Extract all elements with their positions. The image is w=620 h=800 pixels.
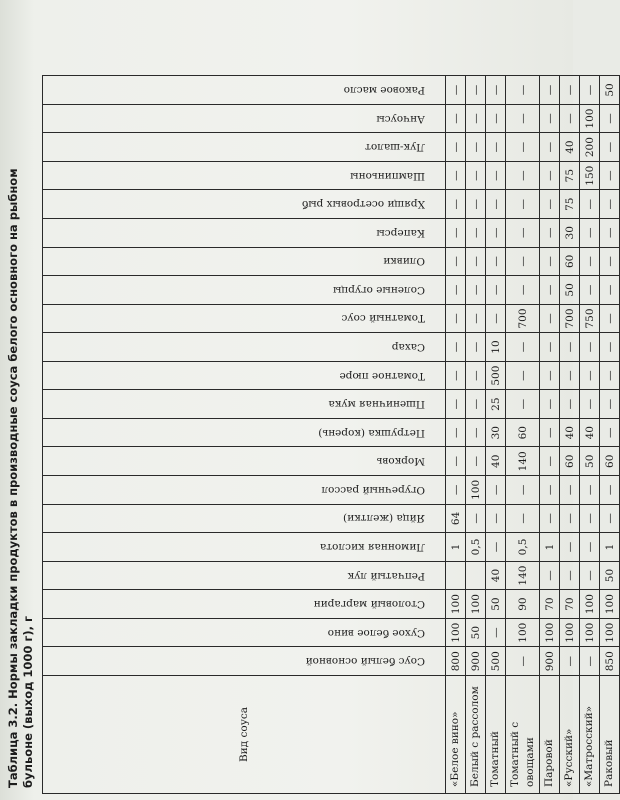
quantity-cell [446, 561, 466, 590]
sauce-name-cell: Раковый [600, 676, 620, 794]
quantity-cell: — [600, 133, 620, 162]
quantity-cell: 50 [600, 76, 620, 105]
column-header-label: Хрящи осетровых рыб [301, 198, 425, 211]
quantity-cell: — [486, 276, 506, 305]
quantity-cell: 100 [446, 590, 466, 619]
quantity-cell [466, 561, 486, 590]
column-header-label: Томатное пюре [339, 369, 425, 382]
quantity-cell: — [540, 104, 560, 133]
quantity-cell: — [466, 104, 486, 133]
quantity-cell: 50 [486, 590, 506, 619]
column-header-label: Столовый маргарин [313, 598, 425, 611]
quantity-cell: — [600, 161, 620, 190]
quantity-cell: — [540, 190, 560, 219]
quantity-cell: — [466, 247, 486, 276]
sauce-name-cell: «Белое вино» [446, 676, 466, 794]
quantity-cell: 60 [506, 418, 540, 447]
quantity-cell: — [446, 418, 466, 447]
quantity-cell: — [540, 333, 560, 362]
quantity-cell: — [600, 333, 620, 362]
quantity-cell: 1 [540, 533, 560, 562]
quantity-cell: 50 [560, 276, 580, 305]
quantity-cell: 60 [560, 447, 580, 476]
quantity-cell: — [600, 276, 620, 305]
quantity-cell: — [600, 361, 620, 390]
quantity-cell: — [466, 504, 486, 533]
quantity-cell: — [506, 190, 540, 219]
quantity-cell: 40 [486, 561, 506, 590]
column-header-label: Оливки [383, 255, 425, 268]
quantity-cell: 40 [560, 133, 580, 162]
quantity-cell: — [540, 247, 560, 276]
quantity-cell: 100 [446, 618, 466, 647]
column-header [43, 561, 446, 590]
quantity-cell: 100 [466, 476, 486, 505]
quantity-cell: — [560, 647, 580, 676]
quantity-cell: — [446, 447, 466, 476]
column-header-label: Сухое белое вино [327, 626, 425, 639]
table-row [466, 76, 486, 794]
column-header-label: Раковое масло [343, 83, 425, 96]
quantity-cell: 10 [486, 333, 506, 362]
column-header-label: Каперсы [376, 226, 425, 239]
quantity-cell: 150 [580, 161, 600, 190]
quantity-cell: — [560, 476, 580, 505]
quantity-cell: — [466, 361, 486, 390]
quantity-cell: — [506, 361, 540, 390]
quantity-cell: — [506, 276, 540, 305]
quantity-cell: — [506, 476, 540, 505]
quantity-cell: 700 [560, 304, 580, 333]
table-row [560, 76, 580, 794]
quantity-cell: 100 [560, 618, 580, 647]
quantity-cell: 1 [446, 533, 466, 562]
quantity-cell: — [486, 304, 506, 333]
quantity-cell: — [506, 219, 540, 248]
quantity-cell: 50 [580, 447, 600, 476]
quantity-cell: — [506, 504, 540, 533]
quantity-cell: 50 [466, 618, 486, 647]
table-row [580, 76, 600, 794]
column-header [43, 476, 446, 505]
column-header [43, 190, 446, 219]
quantity-cell: — [486, 76, 506, 105]
quantity-cell: — [600, 304, 620, 333]
quantity-cell: — [600, 219, 620, 248]
quantity-cell: — [580, 361, 600, 390]
column-header [43, 418, 446, 447]
sauce-name-cell: Томатный [486, 676, 506, 794]
quantity-cell: 40 [486, 447, 506, 476]
column-header [43, 304, 446, 333]
quantity-cell: — [560, 104, 580, 133]
column-header-label: Лук-шалот [365, 141, 425, 154]
quantity-cell: — [466, 133, 486, 162]
quantity-cell: — [466, 276, 486, 305]
quantity-cell: — [560, 390, 580, 419]
column-header-label: Соленые огурцы [333, 283, 425, 296]
quantity-cell: — [466, 219, 486, 248]
quantity-cell: 500 [486, 361, 506, 390]
quantity-cell: — [486, 504, 506, 533]
quantity-cell: 140 [506, 561, 540, 590]
quantity-cell: 140 [506, 447, 540, 476]
quantity-cell: 100 [466, 590, 486, 619]
quantity-cell: — [580, 504, 600, 533]
quantity-cell: 30 [560, 219, 580, 248]
column-header-label: Лимонная кислота [320, 540, 425, 553]
quantity-cell: 70 [540, 590, 560, 619]
quantity-cell: — [446, 104, 466, 133]
column-header [43, 133, 446, 162]
quantity-cell: — [446, 304, 466, 333]
quantity-cell: 0,5 [466, 533, 486, 562]
quantity-cell: 0,5 [506, 533, 540, 562]
quantity-cell: — [540, 276, 560, 305]
column-header-label: Петрушка (корень) [318, 426, 425, 439]
quantity-cell: — [560, 533, 580, 562]
quantity-cell: 100 [580, 618, 600, 647]
quantity-cell: — [600, 247, 620, 276]
quantity-cell: — [506, 76, 540, 105]
quantity-cell: — [600, 504, 620, 533]
quantity-cell: — [560, 361, 580, 390]
quantity-cell: — [486, 190, 506, 219]
column-header [43, 390, 446, 419]
column-header [43, 333, 446, 362]
quantity-cell: 1 [600, 533, 620, 562]
quantity-cell: 40 [580, 418, 600, 447]
quantity-cell: 75 [560, 190, 580, 219]
quantity-cell: — [600, 104, 620, 133]
column-header [43, 161, 446, 190]
quantity-cell: — [466, 418, 486, 447]
quantity-cell: 60 [600, 447, 620, 476]
column-header-label: Яйца (желтки) [343, 512, 425, 525]
quantity-cell: — [506, 161, 540, 190]
table-number: Таблица 3.2. [6, 702, 20, 788]
table-row [486, 76, 506, 794]
column-header-label: Сахар [391, 341, 425, 354]
quantity-cell: 100 [540, 618, 560, 647]
quantity-cell: — [540, 304, 560, 333]
column-header [43, 447, 446, 476]
quantity-cell: — [600, 476, 620, 505]
quantity-cell: — [580, 190, 600, 219]
quantity-cell: — [446, 161, 466, 190]
table-row [540, 76, 560, 794]
quantity-cell: — [446, 219, 466, 248]
quantity-cell: 750 [580, 304, 600, 333]
quantity-cell: 900 [540, 647, 560, 676]
quantity-cell: — [466, 333, 486, 362]
column-header-label: Репчатый лук [347, 569, 425, 582]
quantity-cell: — [540, 76, 560, 105]
quantity-cell: — [486, 476, 506, 505]
quantity-cell: — [540, 476, 560, 505]
quantity-cell: — [540, 504, 560, 533]
quantity-cell: 500 [486, 647, 506, 676]
quantity-cell: — [446, 390, 466, 419]
quantity-cell: — [466, 390, 486, 419]
quantity-cell: — [560, 76, 580, 105]
quantity-cell: — [580, 276, 600, 305]
quantity-cell: 70 [560, 590, 580, 619]
quantity-cell: — [486, 618, 506, 647]
quantity-cell: — [466, 447, 486, 476]
quantity-cell: — [466, 190, 486, 219]
quantity-cell: — [580, 333, 600, 362]
quantity-cell: — [506, 104, 540, 133]
quantity-cell: 75 [560, 161, 580, 190]
quantity-cell: — [466, 161, 486, 190]
quantity-cell: — [540, 390, 560, 419]
sauce-name-cell: Паровой [540, 676, 560, 794]
quantity-cell: 90 [506, 590, 540, 619]
quantity-cell: — [446, 276, 466, 305]
quantity-cell: — [540, 447, 560, 476]
quantity-cell: — [446, 361, 466, 390]
quantity-cell: — [540, 418, 560, 447]
quantity-cell: — [560, 561, 580, 590]
quantity-cell: — [486, 161, 506, 190]
quantity-cell: — [580, 390, 600, 419]
quantity-cell: — [486, 133, 506, 162]
column-header-label: Пшеничная мука [328, 398, 425, 411]
column-header [43, 590, 446, 619]
column-header-label: Анчоусы [376, 112, 425, 125]
quantity-cell: 40 [560, 418, 580, 447]
quantity-cell: — [560, 504, 580, 533]
quantity-cell: — [446, 133, 466, 162]
quantity-cell: 700 [506, 304, 540, 333]
quantity-cell: 60 [560, 247, 580, 276]
quantity-cell: — [446, 76, 466, 105]
quantity-cell: — [466, 76, 486, 105]
quantity-cell: — [446, 247, 466, 276]
quantity-cell: — [506, 133, 540, 162]
quantity-cell: — [446, 476, 466, 505]
quantity-cell: 100 [506, 618, 540, 647]
column-header [43, 219, 446, 248]
column-header-label: Соус белый основной [305, 655, 425, 668]
quantity-cell: — [506, 647, 540, 676]
column-header-label: Шампиньоны [350, 169, 425, 182]
column-header [43, 247, 446, 276]
sauce-name-cell: «Русский» [560, 676, 580, 794]
table-header-row [43, 76, 446, 794]
table-row [446, 76, 466, 794]
sauce-name-cell: Томатный с овощами [506, 676, 540, 794]
quantity-cell: 100 [600, 618, 620, 647]
quantity-cell: — [540, 161, 560, 190]
table-row [600, 76, 620, 794]
quantity-cell: 900 [466, 647, 486, 676]
quantity-cell: — [446, 190, 466, 219]
quantity-cell: — [580, 647, 600, 676]
quantity-cell: — [466, 304, 486, 333]
column-header [43, 647, 446, 676]
column-header [43, 276, 446, 305]
quantity-cell: — [580, 476, 600, 505]
column-header [43, 104, 446, 133]
quantity-cell: — [540, 561, 560, 590]
quantity-cell: — [486, 219, 506, 248]
sauce-name-cell: Белый с рассолом [466, 676, 486, 794]
table-title: Нормы закладки продуктов в производные соуса белого основного на рыбном бульоне (выход 1000 г), г [6, 168, 35, 788]
quantity-cell: 25 [486, 390, 506, 419]
quantity-cell: — [540, 133, 560, 162]
column-header [43, 533, 446, 562]
column-header-label: Томатный соус [341, 312, 425, 325]
quantity-cell: — [446, 333, 466, 362]
column-header [43, 76, 446, 105]
quantity-cell: — [540, 361, 560, 390]
quantity-cell: — [506, 247, 540, 276]
quantity-cell: 850 [600, 647, 620, 676]
quantity-cell: — [580, 247, 600, 276]
corner-header: Вид соуса [43, 676, 446, 794]
quantity-cell: — [600, 190, 620, 219]
table-caption [6, 128, 36, 788]
quantity-cell: 100 [600, 590, 620, 619]
ingredient-norms-table [42, 75, 620, 794]
quantity-cell: — [600, 418, 620, 447]
quantity-cell: — [506, 390, 540, 419]
column-header [43, 504, 446, 533]
table-row [506, 76, 540, 794]
sauce-name-cell: «Матросский» [580, 676, 600, 794]
quantity-cell: 100 [580, 590, 600, 619]
quantity-cell: — [486, 104, 506, 133]
column-header [43, 361, 446, 390]
quantity-cell: 30 [486, 418, 506, 447]
quantity-cell: — [580, 561, 600, 590]
column-header-label: Морковь [376, 455, 425, 468]
quantity-cell: — [486, 533, 506, 562]
quantity-cell: 800 [446, 647, 466, 676]
quantity-cell: — [560, 333, 580, 362]
quantity-cell: — [580, 76, 600, 105]
quantity-cell: 200 [580, 133, 600, 162]
quantity-cell: 50 [600, 561, 620, 590]
quantity-cell: — [506, 333, 540, 362]
quantity-cell: — [486, 247, 506, 276]
quantity-cell: — [580, 533, 600, 562]
quantity-cell: 64 [446, 504, 466, 533]
column-header-label: Огуречный рассол [321, 483, 425, 496]
quantity-cell: 100 [580, 104, 600, 133]
quantity-cell: — [540, 219, 560, 248]
quantity-cell: — [580, 219, 600, 248]
quantity-cell: — [600, 390, 620, 419]
column-header [43, 618, 446, 647]
